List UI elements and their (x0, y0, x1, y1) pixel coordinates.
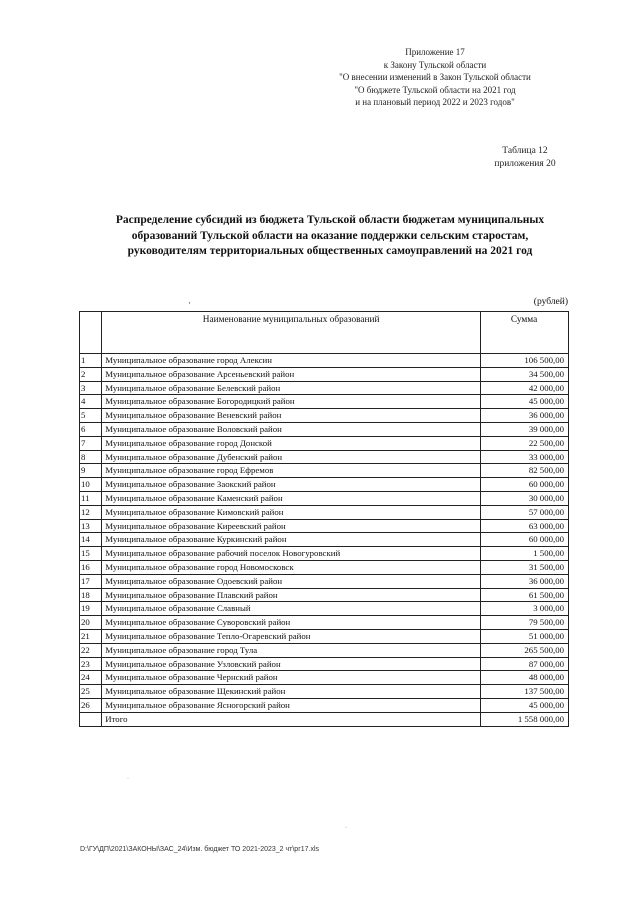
table-row (80, 354, 569, 368)
table-header-row (80, 312, 569, 354)
subsidy-amount: 48 000,00 (481, 671, 569, 685)
municipality-name: Муниципальное образование Одоевский район (102, 574, 481, 588)
subsidy-amount: 79 500,00 (481, 616, 569, 630)
appendix-line-3: "О внесении изменений в Закон Тульской области (339, 72, 531, 82)
subsidy-amount: 82 500,00 (481, 464, 569, 478)
row-number: 12 (80, 505, 102, 519)
file-path-footer: D:\ГУ\ДП\2021\ЗАКОНЫ\ЗАС_24\Изм. бюджет ТО 2021-2023_2 чт\рг17.xls (80, 846, 320, 853)
table-row (80, 698, 569, 712)
subsidy-amount: 1 500,00 (481, 547, 569, 561)
row-number: 13 (80, 519, 102, 533)
table-row (80, 409, 569, 423)
subsidy-amount: 42 000,00 (481, 381, 569, 395)
document-title (60, 213, 600, 260)
row-number: 14 (80, 533, 102, 547)
appendix-line-4: "О бюджете Тульской области на 2021 год (354, 84, 516, 95)
table-reference (470, 145, 580, 171)
row-number: 8 (80, 450, 102, 464)
table-row (80, 450, 569, 464)
total-row (80, 712, 569, 726)
title-line-1: Распределение субсидий из бюджета Тульской области бюджетам муниципальных (115, 214, 545, 226)
row-number: 23 (80, 657, 102, 671)
table-row (80, 657, 569, 671)
table-row (80, 464, 569, 478)
table-row (80, 643, 569, 657)
municipality-name: Муниципальное образование город Тула (102, 643, 481, 657)
units-label: (рублей) (533, 297, 568, 307)
subsidy-table (79, 311, 569, 727)
municipality-name: Муниципальное образование Арсеньевский район (102, 367, 481, 381)
appendix-line-2: к Закону Тульской области (383, 59, 487, 70)
municipality-name: Муниципальное образование Славный (102, 602, 481, 616)
table-row (80, 422, 569, 436)
table-row (80, 491, 569, 505)
subsidy-amount: 60 000,00 (481, 478, 569, 492)
table-row (80, 478, 569, 492)
row-number: 18 (80, 588, 102, 602)
table-row (80, 574, 569, 588)
row-number: 7 (80, 436, 102, 450)
municipality-name: Муниципальное образование Дубенский район (102, 450, 481, 464)
municipality-name: Муниципальное образование Тепло-Огаревский район (102, 629, 481, 643)
header-sum-cell: Сумма (481, 312, 569, 354)
row-number: 24 (80, 671, 102, 685)
appendix-line-1: Приложение 17 (405, 47, 465, 57)
subsidy-amount: 61 500,00 (481, 588, 569, 602)
row-number: 11 (80, 491, 102, 505)
row-number: 17 (80, 574, 102, 588)
row-number: 22 (80, 643, 102, 657)
municipality-name: Муниципальное образование Щекинский район (102, 685, 481, 699)
table-ref-line-2: приложения 20 (494, 159, 556, 169)
row-number: 20 (80, 616, 102, 630)
total-label: Итого (102, 712, 481, 726)
municipality-name: Муниципальное образование Куркинский район (102, 533, 481, 547)
table-row (80, 533, 569, 547)
title-line-3: руководителям территориальных общественных самоуправлений на 2021 год (127, 245, 533, 257)
subsidy-amount: 87 000,00 (481, 657, 569, 671)
row-number: 15 (80, 547, 102, 561)
row-number: 25 (80, 685, 102, 699)
subsidy-amount: 45 000,00 (481, 698, 569, 712)
municipality-name: Муниципальное образование Ясногорский район (102, 698, 481, 712)
municipality-name: Муниципальное образование Воловский район (102, 422, 481, 436)
table-row (80, 519, 569, 533)
municipality-name: Муниципальное образование Киреевский район (102, 519, 481, 533)
table-row (80, 671, 569, 685)
table-row (80, 381, 569, 395)
subsidy-amount: 36 000,00 (481, 574, 569, 588)
table-row (80, 395, 569, 409)
table-row (80, 547, 569, 561)
title-line-2: образований Тульской области на оказание поддержки сельским старостам, (131, 229, 529, 242)
municipality-name: Муниципальное образование Веневский район (102, 409, 481, 423)
subsidy-amount: 22 500,00 (481, 436, 569, 450)
subsidy-amount: 51 000,00 (481, 629, 569, 643)
municipality-name: Муниципальное образование Заокский район (102, 478, 481, 492)
table-row (80, 629, 569, 643)
municipality-name: Муниципальное образование Узловский район (102, 657, 481, 671)
row-number: 26 (80, 698, 102, 712)
municipality-name: Муниципальное образование Кимовский район (102, 505, 481, 519)
header-number-cell (80, 312, 102, 354)
row-number: 19 (80, 602, 102, 616)
header-name-cell: Наименование муниципальных образований (102, 312, 481, 354)
municipality-name: Муниципальное образование Каменский район (102, 491, 481, 505)
row-number: 4 (80, 395, 102, 409)
subsidy-amount: 36 000,00 (481, 409, 569, 423)
municipality-name: Муниципальное образование Суворовский район (102, 616, 481, 630)
total-number-cell (80, 712, 102, 726)
subsidy-amount: 33 000,00 (481, 450, 569, 464)
subsidy-amount: 60 000,00 (481, 533, 569, 547)
appendix-header (300, 46, 570, 109)
row-number: 6 (80, 422, 102, 436)
municipality-name: Муниципальное образование город Донской (102, 436, 481, 450)
table-ref-line-1: Таблица 12 (502, 146, 548, 156)
municipality-name: Муниципальное образование Плавский район (102, 588, 481, 602)
table-row (80, 436, 569, 450)
subsidy-amount: 31 500,00 (481, 560, 569, 574)
subsidy-amount: 34 500,00 (481, 367, 569, 381)
row-number: 5 (80, 409, 102, 423)
row-number: 1 (80, 354, 102, 368)
table-row (80, 367, 569, 381)
municipality-name: Муниципальное образование Белевский район (102, 381, 481, 395)
table-row (80, 616, 569, 630)
municipality-name: Муниципальное образование Чернский район (102, 671, 481, 685)
row-number: 9 (80, 464, 102, 478)
subsidy-amount: 137 500,00 (481, 685, 569, 699)
row-number: 3 (80, 381, 102, 395)
municipality-name: Муниципальное образование город Новомосковск (102, 560, 481, 574)
municipality-name: Муниципальное образование город Алексин (102, 354, 481, 368)
row-number: 16 (80, 560, 102, 574)
subsidy-amount: 30 000,00 (481, 491, 569, 505)
subsidy-amount: 39 000,00 (481, 422, 569, 436)
table-row (80, 505, 569, 519)
municipality-name: Муниципальное образование рабочий поселок Новогуровский (102, 547, 481, 561)
table-row (80, 588, 569, 602)
municipality-name: Муниципальное образование Богородицкий район (102, 395, 481, 409)
table-row (80, 685, 569, 699)
subsidy-amount: 265 500,00 (481, 643, 569, 657)
subsidy-amount: 106 500,00 (481, 354, 569, 368)
subsidy-amount: 57 000,00 (481, 505, 569, 519)
table-row (80, 602, 569, 616)
scan-speck: · (345, 825, 347, 831)
municipality-name: Муниципальное образование город Ефремов (102, 464, 481, 478)
row-number: 21 (80, 629, 102, 643)
table-row (80, 560, 569, 574)
scan-speck: · (127, 776, 129, 782)
row-number: 2 (80, 367, 102, 381)
subsidy-amount: 45 000,00 (481, 395, 569, 409)
scan-speck: · (188, 298, 191, 308)
total-amount: 1 558 000,00 (481, 712, 569, 726)
subsidy-amount: 63 000,00 (481, 519, 569, 533)
appendix-line-5: и на плановый период 2022 и 2023 годов" (355, 97, 515, 107)
subsidy-amount: 3 000,00 (481, 602, 569, 616)
row-number: 10 (80, 478, 102, 492)
